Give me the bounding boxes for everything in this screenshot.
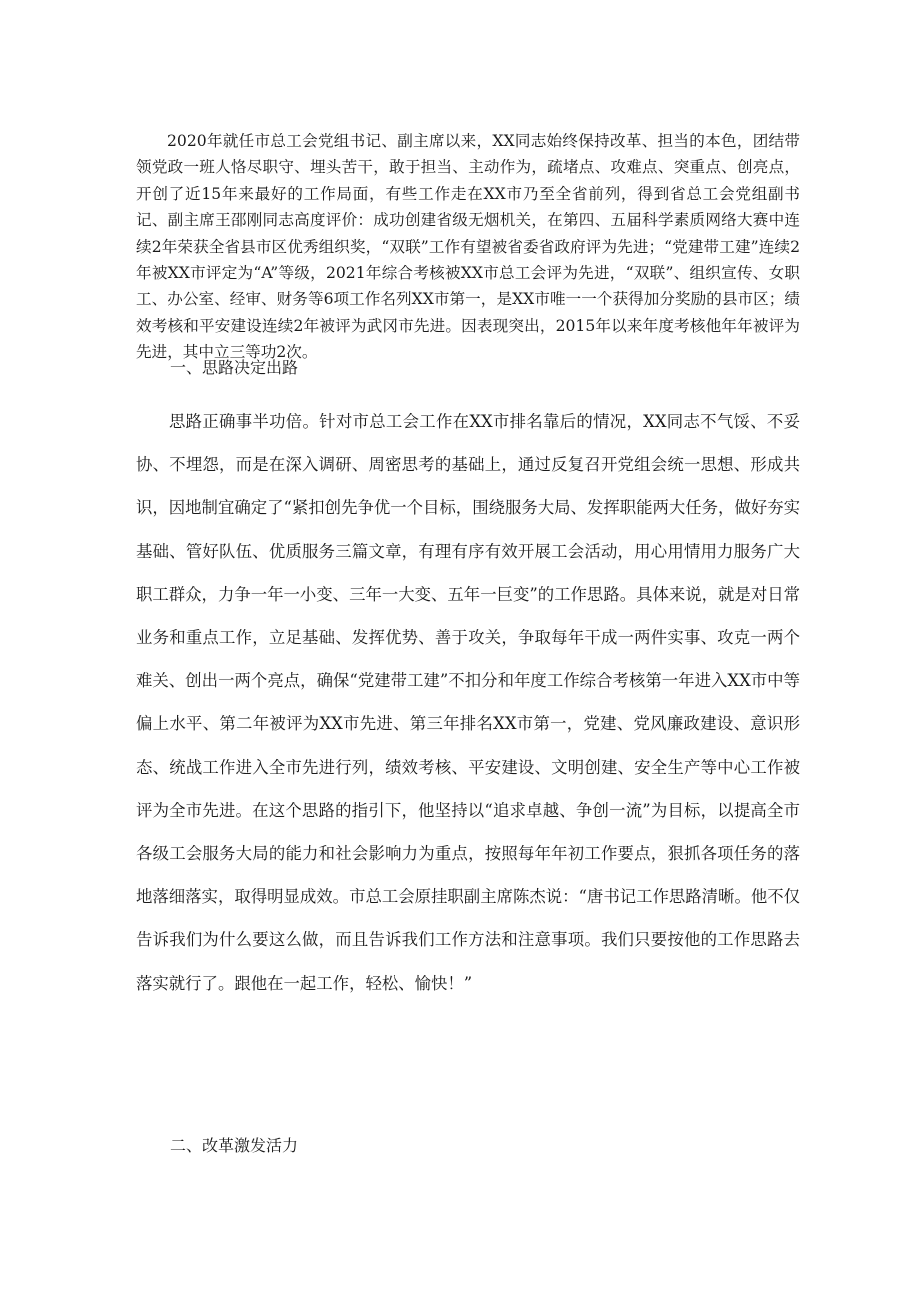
section-heading-2: 二、改革激发活力 (170, 1136, 299, 1155)
section-heading-1: 一、思路决定出路 (170, 358, 299, 377)
section-1-paragraph: 思路正确事半功倍。针对市总工会工作在XX市排名靠后的情况，XX同志不气馁、不妥协、不埋怨，而是在深入调研、周密思考的基础上，通过反复召开党组会统一思想、形成共识，因地制宜确定了“紧扣创先争优一个目标，围绕服务大局、发挥职能两大任务，做好夯实基础、管好队伍、优质服务三篇文章，有理有序有效开展工会活动，用心用情用力服务广大职工群众，力争一年一小变、三年一大变、五年一巨变”的工作思路。具体来说，就是对日常业务和重点工作，立足基础、发挥优势、善于攻关，争取每年干成一两件实事、攻克一两个难关、创出一两个亮点，确保“党建带工建”不扣分和年度工作综合考核第一年进入XX市中等偏上水平、第二年被评为XX市先进、第三年排名XX市第一，党建、党风廉政建设、意识形态、统战工作进入全市先进行列，绩效考核、平安建设、文明创建、安全生产等中心工作被评为全市先进。在这个思路的指引下，他坚持以“追求卓越、争创一流”为目标，以提高全市各级工会服务大局的能力和社会影响力为重点，按照每年年初工作要点，狠抓各项任务的落地落细落实，取得明显成效。市总工会原挂职副主席陈杰说：“唐书记工作思路清晰。他不仅告诉我们为什么要这么做，而且告诉我们工作方法和注意事项。我们只要按他的工作思路去落实就行了。跟他在一起工作，轻松、愉快！” (136, 412, 801, 993)
intro-paragraph: 2020年就任市总工会党组书记、副主席以来，XX同志始终保持改革、担当的本色，团结带领党政一班人恪尽职守、埋头苦干，敢于担当、主动作为，疏堵点、攻难点、突重点、创亮点，开创了近15年来最好的工作局面，有些工作走在XX市乃至全省前列，得到省总工会党组副书记、副主席王邵刚同志高度评价：成功创建省级无烟机关，在第四、五届科学素质网络大赛中连续2年荣获全省县市区优秀组织奖，“双联”工作有望被省委省政府评为先进；“党建带工建”连续2年被XX市评定为“A”等级，2021年综合考核被XX市总工会评为先进，“双联”、组织宣传、女职工、办公室、经审、财务等6项工作名列XX市第一，是XX市唯一一个获得加分奖励的县市区；绩效考核和平安建设连续2年被评为武冈市先进。因表现突出，2015年以来年度考核他年年被评为先进，其中立三等功2次。 (136, 132, 800, 362)
